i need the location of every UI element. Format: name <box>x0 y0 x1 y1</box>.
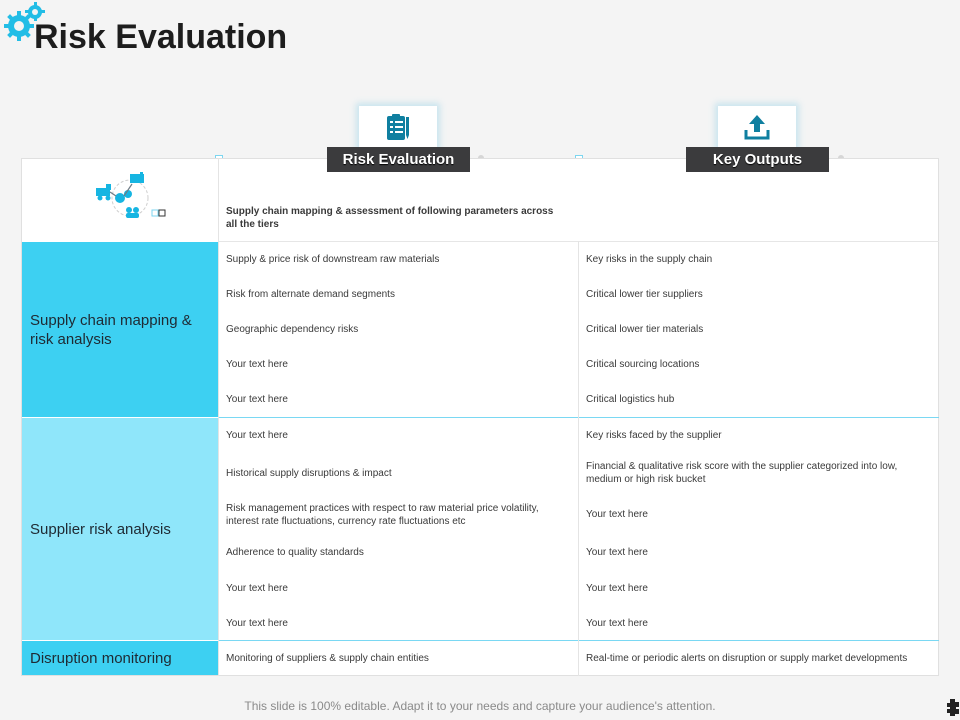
row-divider <box>219 241 939 242</box>
s1-left-item: Geographic dependency risks <box>226 324 359 335</box>
s1-left-item: Your text here <box>226 359 288 370</box>
s1-left-item: Your text here <box>226 394 288 405</box>
category-disruption-monitoring <box>22 641 218 675</box>
s2-left-item: Your text here <box>226 583 288 594</box>
s2-right-item: Your text here <box>586 583 648 594</box>
upload-icon <box>743 113 771 141</box>
header-intro-text: Supply chain mapping & assessment of following parameters across all the tiers <box>226 206 554 230</box>
s2-right-item: Key risks faced by the supplier <box>586 430 722 441</box>
upload-icon-box <box>718 106 796 148</box>
risk-evaluation-header-label: Risk Evaluation <box>327 147 470 172</box>
s1-left-item: Supply & price risk of downstream raw materials <box>226 254 440 265</box>
s2-right-item: Your text here <box>586 547 648 558</box>
page-title: Risk Evaluation <box>34 18 288 56</box>
s2-left-item: Adherence to quality standards <box>226 547 364 558</box>
supply-network-illustration <box>92 172 168 222</box>
s2-right-item: Your text here <box>586 509 648 520</box>
column-divider <box>578 241 579 676</box>
category-supply-chain-mapping <box>22 242 218 417</box>
s3-right-item: Real-time or periodic alerts on disruption or supply market developments <box>586 653 908 664</box>
s1-right-item: Critical logistics hub <box>586 394 675 405</box>
s2-right-item: Your text here <box>586 618 648 629</box>
category-label: Supply chain mapping & risk analysis <box>30 311 192 348</box>
section-divider <box>219 640 939 641</box>
category-label: Supplier risk analysis <box>30 520 171 538</box>
s2-left-item: Your text here <box>226 430 288 441</box>
key-outputs-header-label: Key Outputs <box>686 147 829 172</box>
clipboard-icon <box>385 113 411 141</box>
s1-right-item: Critical lower tier suppliers <box>586 289 703 300</box>
s1-right-item: Critical lower tier materials <box>586 324 704 335</box>
clipboard-icon-box <box>359 106 437 148</box>
category-label: Disruption monitoring <box>30 649 172 667</box>
s1-right-item: Key risks in the supply chain <box>586 254 713 265</box>
column-divider <box>218 158 219 676</box>
s2-left-item: Historical supply disruptions & impact <box>226 468 392 479</box>
s2-right-item: Financial & qualitative risk score with the supplier categorized into low, medium or high risk bucket <box>586 461 898 485</box>
category-supplier-risk <box>22 418 218 640</box>
s2-left-item: Your text here <box>226 618 288 629</box>
s1-right-item: Critical sourcing locations <box>586 359 700 370</box>
s1-left-item: Risk from alternate demand segments <box>226 289 395 300</box>
footer-note: This slide is 100% editable. Adapt it to your needs and capture your audience's attention. <box>244 699 716 713</box>
corner-gear-icon <box>944 698 960 716</box>
section-divider <box>219 417 939 418</box>
s3-left-item: Monitoring of suppliers & supply chain entities <box>226 653 429 664</box>
s2-left-item: Risk management practices with respect to raw material price volatility, interest rate fluctuations, currency rate fluctuations etc <box>226 503 539 527</box>
